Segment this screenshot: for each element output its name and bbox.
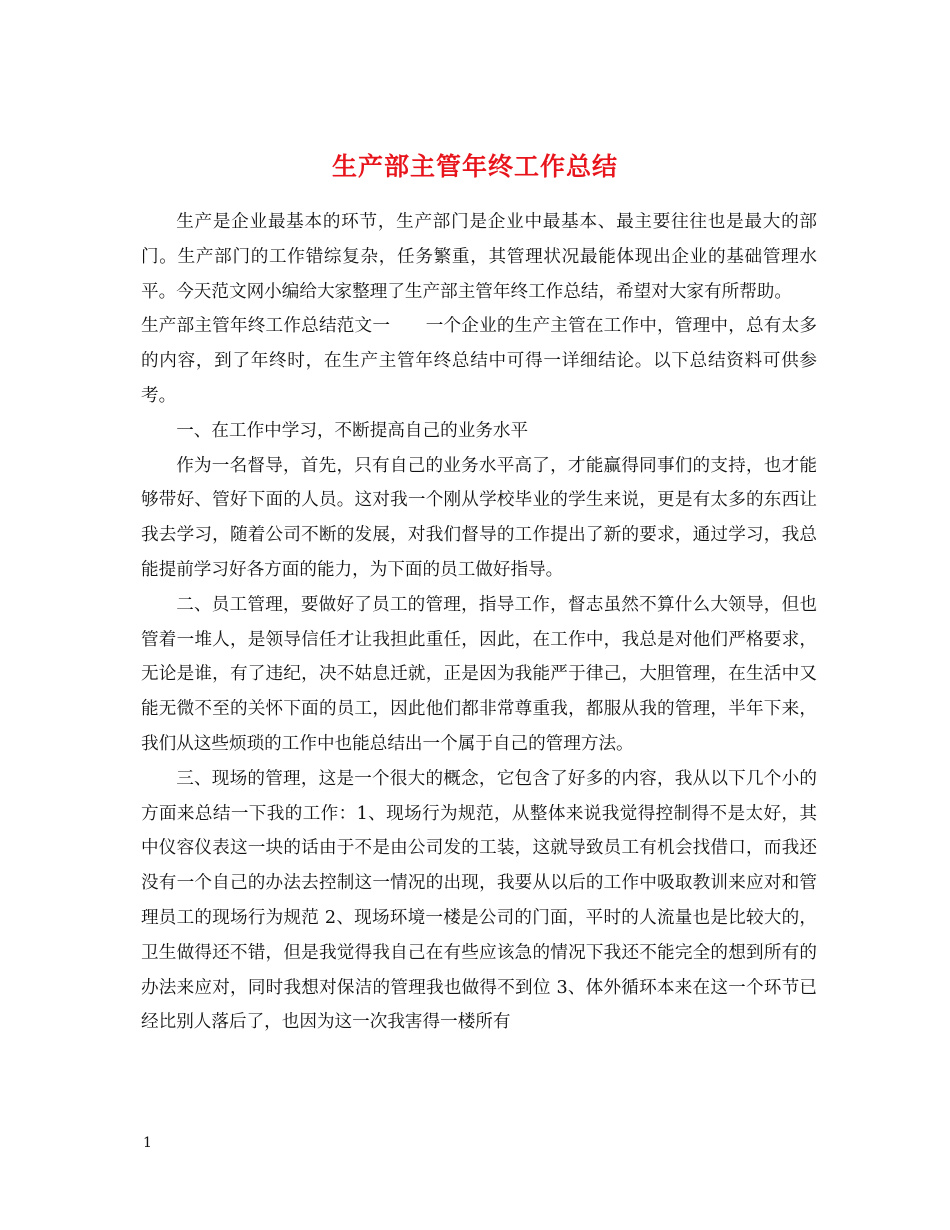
paragraph-site-management: 三、现场的管理，这是一个很大的概念，它包含了好多的内容，我从以下几个小的方面来总结一下我的工作：1、现场行为规范，从整体来说我觉得控制得不是太好，其中仪容仪表这一块的话由于不是由公司发的工装，这就导致员工有机会找借口，而我还没有一个自己的办法去控制这一情况的出现，我要从以后的工作中吸取教训来应对和管理员工的现场行为规范 2、现场环境一楼是公司的门面，平时的人流量也是比较大的，卫生做得还不错，但是我觉得我自己在有些应该急的情况下我还不能完全的想到所有的办法来应对，同时我想对保洁的管理我也做得不到位 3、体外循环本来在这一个环节已经比别人落后了，也因为这一次我害得一楼所有 xyxy=(141,768,817,1033)
page-number: 1 xyxy=(143,1135,152,1151)
document-body xyxy=(141,205,817,1040)
paragraph-sample-heading: 生产部主管年终工作总结范文一 一个企业的生产主管在工作中，管理中，总有太多的内容，到了年终时，在生产主管年终总结中可得一详细结论。以下总结资料可供参考。 xyxy=(141,316,817,406)
section-heading-learning: 一、在工作中学习，不断提高自己的业务水平 xyxy=(176,420,529,441)
paragraph-intro: 生产是企业最基本的环节，生产部门是企业中最基本、最主要往往也是最大的部门。生产部门的工作错综复杂，任务繁重，其管理状况最能体现出企业的基础管理水平。今天范文网小编给大家整理了生产部主管年终工作总结，希望对大家有所帮助。 xyxy=(141,212,817,302)
paragraph-staff-management: 二、员工管理，要做好了员工的管理，指导工作，督志虽然不算什么大领导，但也管着一堆人，是领导信任才让我担此重任，因此，在工作中，我总是对他们严格要求，无论是谁，有了违纪，决不姑息迁就，正是因为我能严于律己，大胆管理，在生活中又能无微不至的关怀下面的员工，因此他们都非常尊重我，都服从我的管理，半年下来，我们从这些烦琐的工作中也能总结出一个属于自己的管理方法。 xyxy=(141,594,817,754)
paragraph-learning: 作为一名督导，首先，只有自己的业务水平高了，才能赢得同事们的支持，也才能够带好、管好下面的人员。这对我一个刚从学校毕业的学生来说，更是有太多的东西让我去学习，随着公司不断的发展，对我们督导的工作提出了新的要求，通过学习，我总能提前学习好各方面的能力，为下面的员工做好指导。 xyxy=(141,455,817,580)
document-title: 生产部主管年终工作总结 xyxy=(331,151,618,181)
